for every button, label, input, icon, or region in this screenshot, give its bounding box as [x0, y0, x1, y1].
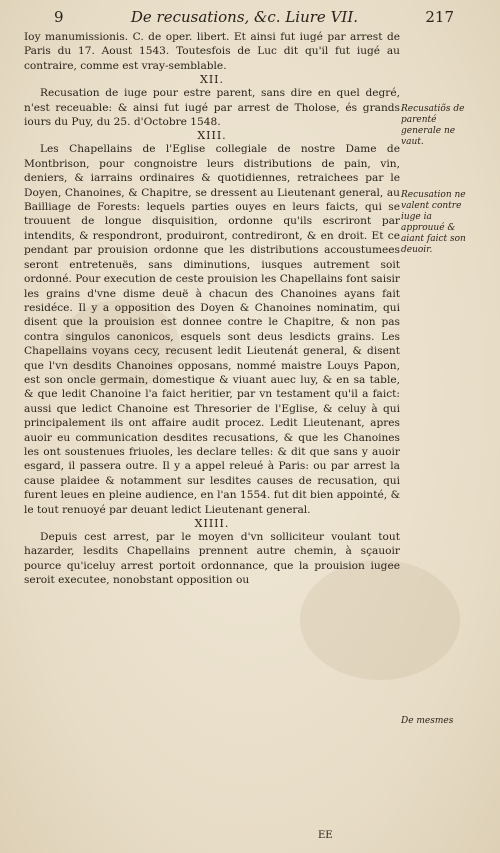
paragraph: Depuis cest arrest, par le moyen d'vn solliciteur voulant tout hazarder, lesdits Chapellains prennent autre chemin, à sçauoir pource qu'iceluy arrest portoit ordonnance, que la prouision iugee seroit executee, nonobstant opposition ou [24, 531, 400, 587]
running-header [54, 8, 454, 26]
paragraph: Les Chapellains de l'Eglise collegiale de nostre Dame de Montbrison, pour congnoistre leurs distributions de pain, vin, deniers, & iarrains ordinaires & quotidiennes, retraichees par le Doyen, Chanoines, & Chapitre, se dressent au Lieutenant general, au Bailliage de Forests: lequels parties ouyes en leurs faicts, qui se trouuent de longue disquisition, ordonne qu'ils escriront par intendits, & respondront, produiront, contrediront, & en droit. Et ce pendant par prouision ordonne que les distributions accoustumees seront entretenuës, sans diminutions, iusques autrement soit ordonné. Pour execution de ceste prouision les Chapellains font saisir les grains d'vne disme deuë à chacun des Chanoines ayans fait residéce. Il y a opposition des Doyen & Chanoines nominatim, qui disent que la prouision est donnee contre le Chapitre, & non pas contra singulos canonicos, esquels sont deus lesdicts grains. Les Chapellains voyans cecy, recusent ledit Lieutenát general, & disent que l'vn desdits Chanoines opposans, nommé maistre Louys Papon, est son oncle germain, domestique & viuant auec luy, & en sa table, & que ledit Chanoine l'a faict heritier, par vn testament qu'il a faict: aussi que ledict Chanoine est Thresorier de l'Eglise, & celuy à qui principalement ils ont affaire audit procez. Ledit Lieutenant, apres auoir eu communication desdites recusations, & que les Chanoines les ont soustenues friuoles, les declare telles: & dit que sans y auoir esgard, il passera outre. Il y a appel releué à Paris: ou par arrest la cause plaidee & notamment sur lesdites causes de recusation, qui furent leues en pleine audience, en l'an 1554. fut dit bien appointé, & le tout renuoyé par deuant ledict Lieutenant general. [24, 143, 400, 516]
catchword: EE [318, 830, 333, 841]
running-title: De recusations, &c. Liure VII. [130, 8, 359, 26]
margin-note: Recusatiõs de parenté generale ne vaut. [401, 104, 465, 147]
section-number: XIIII. [194, 517, 230, 530]
margin-note: Recusation ne valent contre iuge ia approuué & aiant faict son deuoir. [401, 190, 466, 255]
main-text [24, 30, 400, 588]
section-number: XIII. [197, 129, 227, 143]
paragraph: Ioy manumissionis. C. de oper. libert. Et ainsi fut iugé par arrest de Paris du 17. Aoust 1543. Toutesfois de Luc dit qu'il fut iugé au contraire, comme est vray-semblable. [24, 31, 400, 72]
page-number: 9 [54, 8, 64, 26]
paragraph: Recusation de iuge pour estre parent, sans dire en quel degré, n'est receuable: & ainsi fut iugé par arrest de Tholose, és grands iours du Puy, du 25. d'Octobre 1548. [24, 87, 400, 129]
section-number: XII. [199, 73, 225, 87]
folio-number: 217 [425, 8, 454, 26]
margin-note: De mesmes [401, 716, 454, 726]
